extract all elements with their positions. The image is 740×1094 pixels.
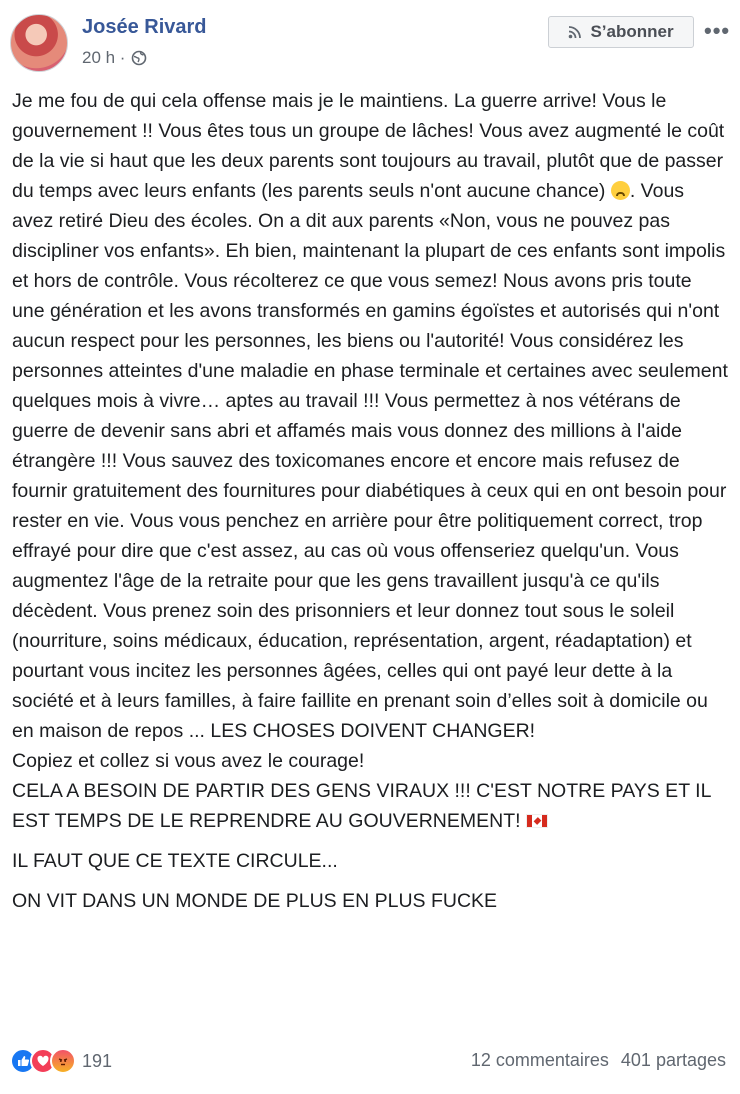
timestamp[interactable]: 20 h · <box>82 48 126 67</box>
reaction-count: 191 <box>82 1050 113 1071</box>
angry-reaction-icon <box>50 1048 76 1074</box>
subscribe-button[interactable] <box>548 16 694 48</box>
post-line-world: ON VIT DANS UN MONDE DE PLUS EN PLUS FUCKE <box>12 890 498 912</box>
post-meta <box>82 48 147 68</box>
subscribe-label: S’abonner <box>590 22 674 41</box>
post-paragraph <box>12 86 728 746</box>
canada-flag-icon <box>526 814 548 828</box>
globe-icon <box>131 50 147 66</box>
post-stats <box>471 1050 726 1071</box>
more-options-button[interactable]: ••• <box>704 18 731 43</box>
post-footer <box>10 1046 726 1078</box>
sad-emoji-icon <box>611 181 630 200</box>
rss-icon <box>568 25 582 39</box>
reactions-summary[interactable] <box>10 1048 112 1074</box>
avatar[interactable] <box>10 14 68 72</box>
shares-link[interactable]: 401 partages <box>620 1050 726 1070</box>
post-line-viral-text: CELA A BESOIN DE PARTIR DES GENS VIRAUX !!! C'EST NOTRE PAYS ET IL EST TEMPS DE LE REPRENDRE AU GOUVERNEMENT! <box>12 780 711 832</box>
post-header <box>10 14 730 74</box>
post-text-part-2: . Vous avez retiré Dieu des écoles. On a dit aux parents «Non, vous ne pouvez pas discipliner vos enfants». Eh bien, maintenant la plupart de ces enfants sont impolis et hors de contrôle. Vous récolterez ce que vous semez! Nous avons pris toute une génération et les avons transformés en gamins égoïstes et autorisés qui n'ont aucun respect pour les personnes, les biens ou l'autorité! Vous considérez les personnes atteintes d'une maladie en phase terminale et certaines avec seulement quelques mois à vivre… aptes au travail !!! Vous permettez à nos vétérans de guerre de devenir sans abri et affamés mais vous donnez des millions à l'aide étrangère !!! Vous sauvez des toxicomanes encore et encore mais refusez de fournir gratuitement des fournitures pour diabétiques à ceux qui en ont besoin pour rester en vie. Vous vous penchez en arrière pour être politiquement correct, trop effrayé pour dire que c'est assez, au cas où vous offenseriez quelqu'un. Vous augmentez l'âge de la retraite pour que les gens travaillent jusqu'à ce qu'ils décèdent. Vous prenez soin des prisonniers et leur donnez tout sous le soleil (nourriture, soins médicaux, éducation, représentation, argent, réadaptation) et pourtant vous incitez les personnes âgées, celles qui ont payé leur dette à la société et à leurs familles, à faire faillite en prenant soin d’elles soit à domicile ou en maison de repos ... LES CHOSES DOIVENT CHANGER! <box>12 180 728 742</box>
post-line-copy: Copiez et collez si vous avez le courage! <box>12 750 365 772</box>
post-body <box>12 86 728 916</box>
author-name[interactable]: Josée Rivard <box>82 16 207 38</box>
post-text-part-1: Je me fou de qui cela offense mais je le maintiens. La guerre arrive! Vous le gouvernement !! Vous êtes tous un groupe de lâches! Vous avez augmenté le coût de la vie si haut que les deux parents sont toujours au travail, plutôt que de passer du temps avec leurs enfants (les parents seuls n'ont aucune chance) <box>12 90 725 202</box>
comments-link[interactable]: 12 commentaires <box>470 1050 609 1070</box>
post-line-viral <box>12 776 728 836</box>
post-line-circulate: IL FAUT QUE CE TEXTE CIRCULE... <box>12 850 338 872</box>
